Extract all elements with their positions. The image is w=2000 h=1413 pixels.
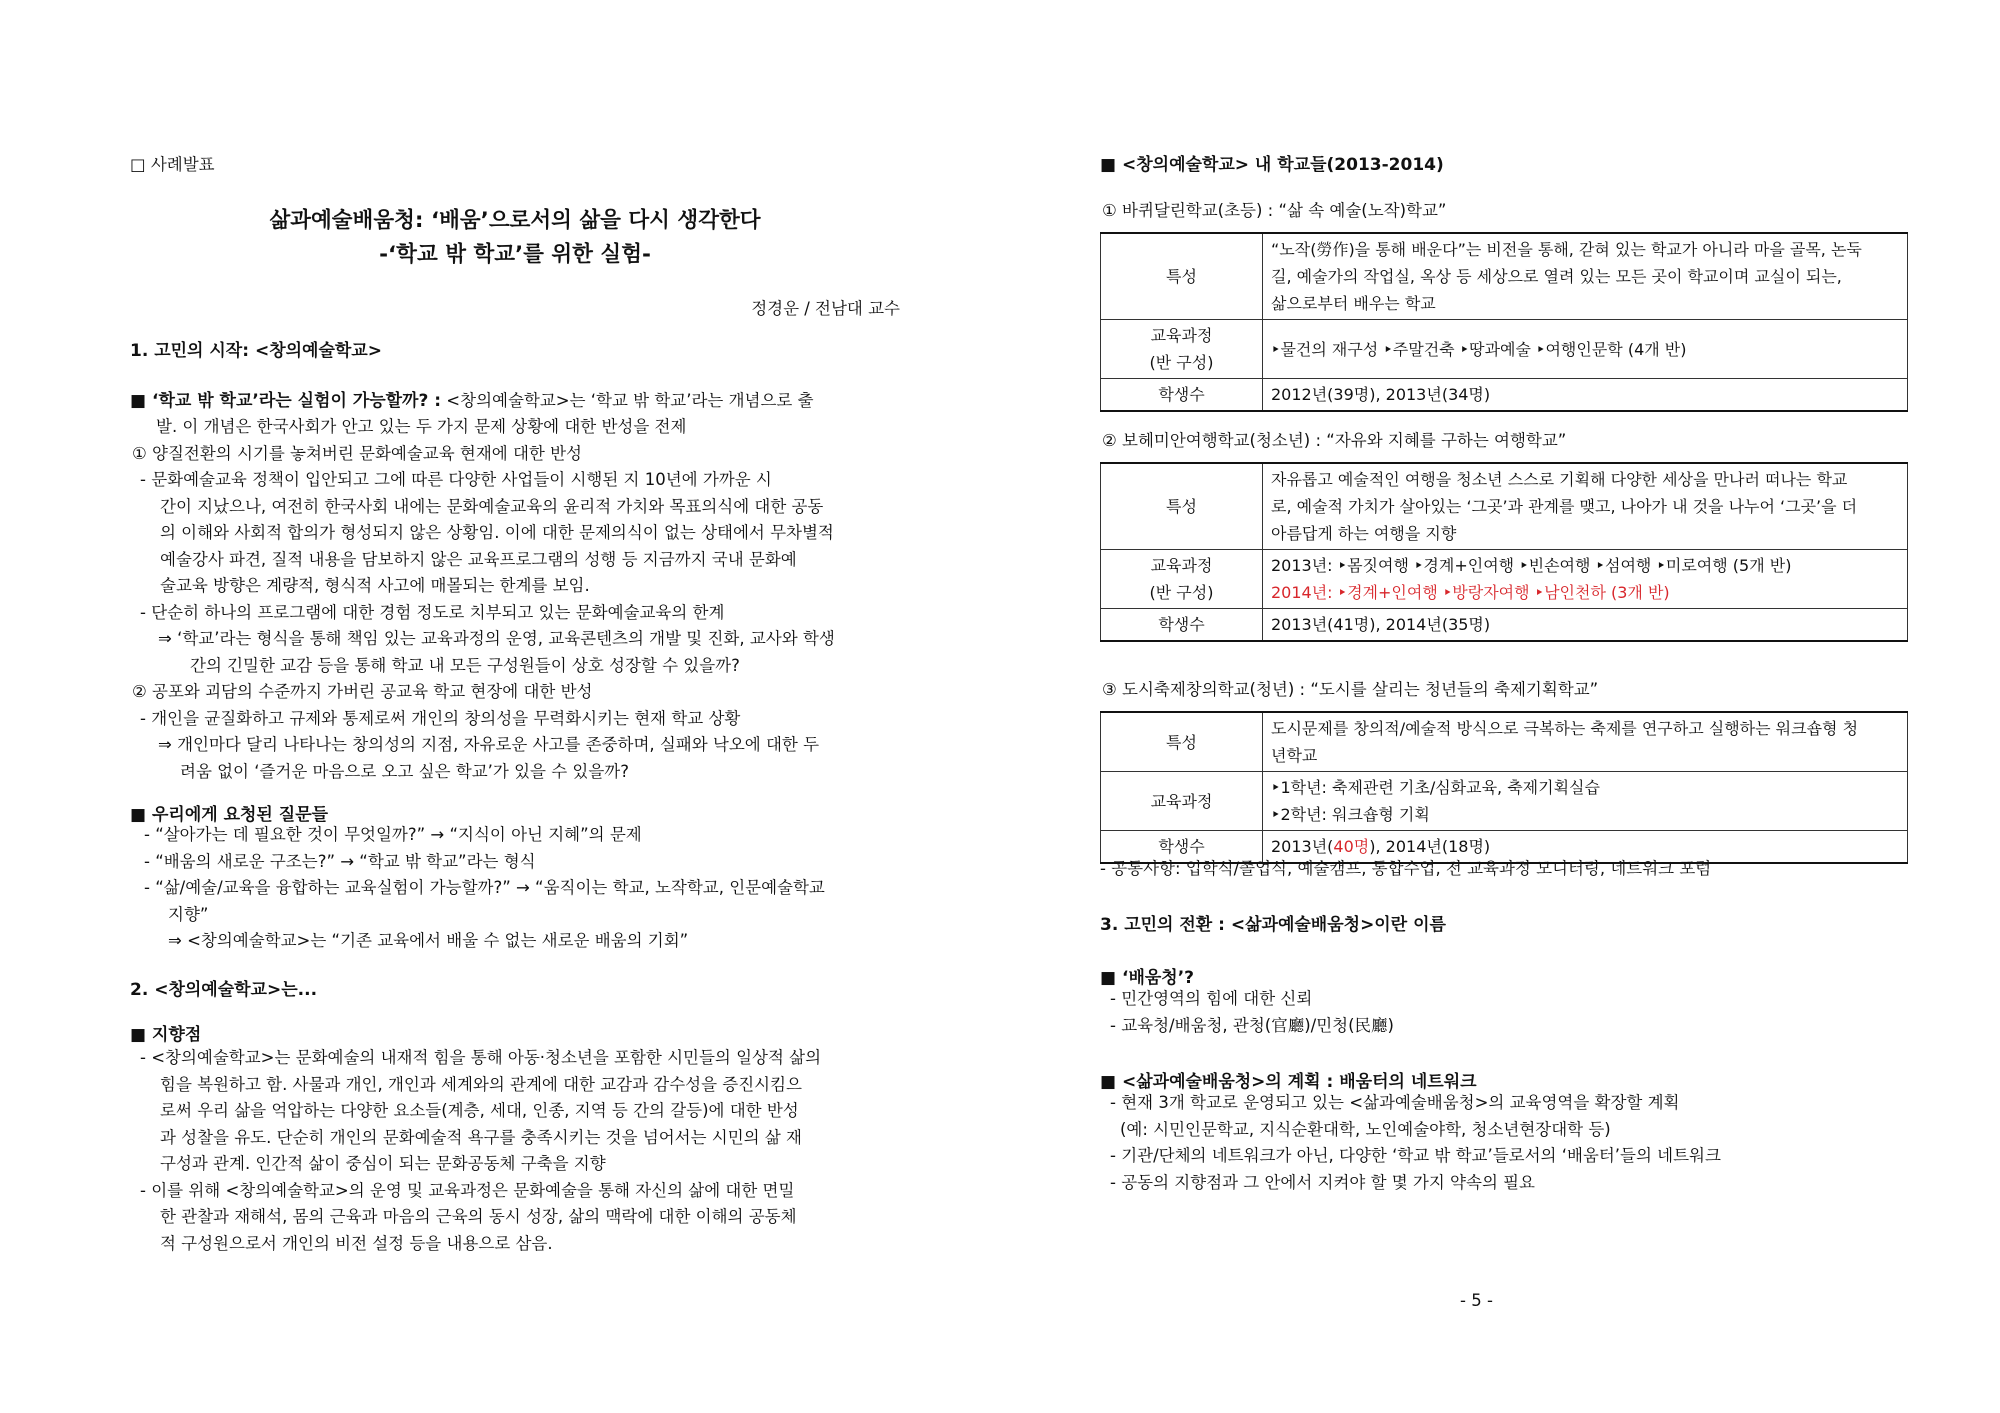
section-label: □ 사례발표: [130, 155, 215, 174]
section-1-subheading: [130, 388, 814, 415]
key-line: (반 구성): [1149, 583, 1214, 602]
feature-key: 특성: [1101, 712, 1263, 772]
paragraph-line: - 현재 3개 학교로 운영되고 있는 <삶과예술배움청>의 교육영역을 확장할 계획: [1110, 1093, 1680, 1112]
paragraph-line: 구성과 관계. 인간적 삶이 중심이 되는 문화공동체 구축을 지향: [160, 1154, 606, 1173]
paragraph-line: 힘을 복원하고 함. 사물과 개인, 개인과 세계와의 관계에 대한 교감과 감수성을 증진시킴으: [160, 1074, 802, 1094]
paragraph-line: ⇒ 개인마다 달리 나타나는 창의성의 지점, 자유로운 사고를 존중하며, 실패와 낙오에 대한 두: [158, 735, 820, 754]
question-line: - “배움의 새로운 구조는?” → “학교 밖 학교”라는 형식: [144, 851, 536, 871]
paragraph-line: - 문화예술교육 정책이 입안되고 그에 따른 다양한 사업들이 시행된 지 10년에 가까운 시: [140, 470, 772, 489]
curriculum-2013: 2013년: ‣몸짓여행 ‣경계+인여행 ‣빈손여행 ‣섬여행 ‣미로여행 (5개 반): [1271, 556, 1792, 575]
curriculum-key: [1101, 320, 1263, 379]
key-line: (반 구성): [1149, 353, 1214, 372]
paragraph-line: 려움 없이 ‘즐거운 마음으로 오고 싶은 학교’가 있을 수 있을까?: [180, 761, 629, 781]
common-items: - 공통사항: 입학식/졸업식, 예술캠프, 통합수업, 전 교육과정 모니터링, 네트워크 포럼: [1100, 859, 1712, 878]
paragraph-line: 로써 우리 삶을 억압하는 다양한 요소들(계층, 세대, 인종, 지역 등 간의 갈등)에 대한 반성: [160, 1101, 799, 1120]
curriculum-value: [1263, 772, 1908, 831]
paragraph-line: - 공동의 지향점과 그 안에서 지켜야 할 몇 가지 약속의 필요: [1110, 1172, 1535, 1192]
paragraph-line: 한 관찰과 재해석, 몸의 근육과 마음의 근육의 동시 성장, 삶의 맥락에 대한 이해의 공동체: [160, 1207, 797, 1226]
paragraph-line: 적 구성원으로서 개인의 비전 설정 등을 내용으로 삼음.: [160, 1233, 553, 1253]
paragraph-line: - 이를 위해 <창의예술학교>의 운영 및 교육과정은 문화예술을 통해 자신의 삶에 대한 면밀: [140, 1180, 795, 1200]
students-key: 학생수: [1101, 379, 1263, 412]
paragraph-line: - 단순히 하나의 프로그램에 대한 경험 정도로 치부되고 있는 문화예술교육의 한계: [140, 602, 725, 622]
school-2-table: [1100, 462, 1908, 642]
paragraph-line: 의 이해와 사회적 합의가 형성되지 않은 상황임. 이에 대한 문제의식이 없는 상태에서 무차별적: [160, 523, 834, 542]
paragraph-line: 발. 이 개념은 한국사회가 안고 있는 두 가지 문제 상황에 대한 반성을 전제: [156, 417, 687, 436]
students-value: 2012년(39명), 2013년(34명): [1263, 379, 1908, 412]
school-3-title: ③ 도시축제창의학교(청년) : “도시를 살리는 청년들의 축제기획학교”: [1102, 680, 1599, 699]
subheading-text: <창의예술학교>는 ‘학교 밖 학교’라는 개념으로 출: [441, 391, 814, 410]
students-highlight: 40명: [1333, 837, 1370, 856]
section-2-body: [130, 1045, 821, 1257]
school-1-table: [1100, 232, 1908, 412]
students-value: 2013년(41명), 2014년(35명): [1263, 609, 1908, 642]
paragraph-line: 예술강사 파견, 질적 내용을 담보하지 않은 교육프로그램의 성행 등 지금까지 국내 문화예: [160, 549, 797, 569]
section-3-heading: 3. 고민의 전환 : <삶과예술배움청>이란 이름: [1100, 915, 1446, 935]
table-row: [1101, 320, 1908, 379]
table-row: [1101, 772, 1908, 831]
students-part: 2013년(: [1271, 837, 1334, 856]
curriculum-2014: 2014년: ‣경계+인여행 ‣방랑자여행 ‣남인천하 (3개 반): [1271, 583, 1670, 602]
section-1-body: [130, 414, 835, 785]
paragraph-line: (예: 시민인문학교, 지식순환대학, 노인예술야학, 청소년현장대학 등): [1120, 1119, 1611, 1139]
cell-line: ‣2학년: 워크숍형 기획: [1271, 805, 1430, 824]
cell-line: 년학교: [1271, 746, 1318, 765]
feature-key: 특성: [1101, 463, 1263, 550]
plan-heading: ■ <삶과예술배움청>의 계획 : 배움터의 네트워크: [1100, 1072, 1477, 1092]
table-row: [1101, 712, 1908, 772]
paragraph-line: 술교육 방향은 계량적, 형식적 사고에 매몰되는 한계를 보임.: [160, 576, 590, 595]
orientation-heading: ■ 지향점: [130, 1025, 202, 1045]
question-line: 지향”: [168, 904, 209, 924]
paragraph-line: ⇒ ‘학교’라는 형식을 통해 책임 있는 교육과정의 운영, 교육콘텐츠의 개발 및 진화, 교사와 학생: [158, 629, 835, 648]
document-title: 삶과예술배움청: ‘배움’으로서의 삶을 다시 생각한다: [269, 208, 761, 233]
curriculum-key: [1101, 550, 1263, 609]
paragraph-line: 과 성찰을 유도. 단순히 개인의 문화예술적 욕구를 충족시키는 것을 넘어서는 시민의 삶 재: [160, 1127, 802, 1147]
school-2-title: ② 보헤미안여행학교(청소년) : “자유와 지혜를 구하는 여행학교”: [1102, 431, 1567, 450]
section-2-heading: 2. <창의예술학교>는...: [130, 980, 318, 1000]
cell-line: 아름답게 하는 여행을 지향: [1271, 524, 1457, 543]
question-line: - “살아가는 데 필요한 것이 무엇일까?” → “지식이 아닌 지혜”의 문제: [144, 825, 642, 844]
table-row: [1101, 233, 1908, 320]
students-key: 학생수: [1101, 831, 1263, 864]
schools-heading: ■ <창의예술학교> 내 학교들(2013-2014): [1100, 155, 1444, 175]
cell-line: 길, 예술가의 작업실, 옥상 등 세상으로 열려 있는 모든 곳이 학교이며 교실이 되는,: [1271, 267, 1842, 286]
cell-line: ‣1학년: 축제관련 기초/심화교육, 축제기획실습: [1271, 778, 1600, 797]
author: 정경운 / 전남대 교수: [751, 299, 900, 318]
cell-line: 자유롭고 예술적인 여행을 청소년 스스로 기획해 다양한 세상을 만나러 떠나는 학교: [1271, 470, 1848, 489]
table-row: [1101, 463, 1908, 550]
question-line: - “삶/예술/교육을 융합하는 교육실험이 가능할까?” → “움직이는 학교, 노작학교, 인문예술학교: [144, 878, 825, 897]
paragraph-line: 간의 긴밀한 교감 등을 통해 학교 내 모든 구성원들이 상호 성장할 수 있을까?: [190, 655, 740, 675]
key-line: 교육과정: [1150, 326, 1213, 345]
feature-value: [1263, 233, 1908, 320]
cell-line: “노작(勞作)을 통해 배운다”는 비전을 통해, 갇혀 있는 학교가 아니라 마을 골목, 논둑: [1271, 240, 1862, 259]
feature-value: [1263, 712, 1908, 772]
document-subtitle: -‘학교 밖 학교’를 위한 실험-: [379, 242, 651, 267]
curriculum-value: ‣물건의 재구성 ‣주말건축 ‣땅과예술 ‣여행인문학 (4개 반): [1263, 320, 1908, 379]
school-1-title: ① 바퀴달린학교(초등) : “삶 속 예술(노작)학교”: [1102, 201, 1447, 220]
cell-line: 삶으로부터 배우는 학교: [1271, 294, 1436, 313]
paragraph-line: ① 양질전환의 시기를 놓쳐버린 문화예술교육 현재에 대한 반성: [132, 443, 582, 463]
students-key: 학생수: [1101, 609, 1263, 642]
question-line: ⇒ <창의예술학교>는 “기존 교육에서 배울 수 없는 새로운 배움의 기회”: [168, 931, 689, 950]
key-line: 교육과정: [1150, 556, 1213, 575]
section-1-heading: 1. 고민의 시작: <창의예술학교>: [130, 341, 382, 361]
questions-body: [130, 822, 825, 955]
questions-heading: ■ 우리에게 요청된 질문들: [130, 805, 329, 825]
subheading-bold: ■ ‘학교 밖 학교’라는 실험이 가능할까? :: [130, 391, 442, 411]
paragraph-line: ② 공포와 괴담의 수준까지 가버린 공교육 학교 현장에 대한 반성: [132, 682, 593, 701]
baeumcheong-heading: ■ ‘배움청’?: [1100, 968, 1195, 988]
paragraph-line: - 민간영역의 힘에 대한 신뢰: [1110, 989, 1313, 1008]
paragraph-line: - 기관/단체의 네트워크가 아닌, 다양한 ‘학교 밖 학교’들로서의 ‘배움터’들의 네트워크: [1110, 1146, 1721, 1165]
feature-key: 특성: [1101, 233, 1263, 320]
baeumcheong-body: [1100, 986, 1394, 1039]
page-number: - 5 -: [1460, 1291, 1493, 1310]
curriculum-key: 교육과정: [1101, 772, 1263, 831]
cell-line: 로, 예술적 가치가 살아있는 ‘그곳’과 관계를 맺고, 나아가 내 것을 나누어 ‘그곳’을 더: [1271, 497, 1858, 516]
paragraph-line: - 개인을 균질화하고 규제와 통제로써 개인의 창의성을 무력화시키는 현재 학교 상황: [140, 708, 741, 728]
paragraph-line: - <창의예술학교>는 문화예술의 내재적 힘을 통해 아동·청소년을 포함한 시민들의 일상적 삶의: [140, 1048, 822, 1067]
plan-body: [1100, 1090, 1721, 1196]
paragraph-line: 간이 지났으나, 여전히 한국사회 내에는 문화예술교육의 윤리적 가치와 목표의식에 대한 공동: [160, 496, 824, 516]
table-row: [1101, 609, 1908, 642]
paragraph-line: - 교육청/배움청, 관청(官廳)/민청(民廳): [1110, 1015, 1394, 1035]
school-3-table: [1100, 711, 1908, 864]
table-row: [1101, 379, 1908, 412]
students-part: ), 2014년(18명): [1369, 837, 1491, 856]
curriculum-value: [1263, 550, 1908, 609]
cell-line: 도시문제를 창의적/예술적 방식으로 극복하는 축제를 연구하고 실행하는 워크숍형 청: [1271, 719, 1859, 738]
feature-value: [1263, 463, 1908, 550]
table-row: [1101, 550, 1908, 609]
